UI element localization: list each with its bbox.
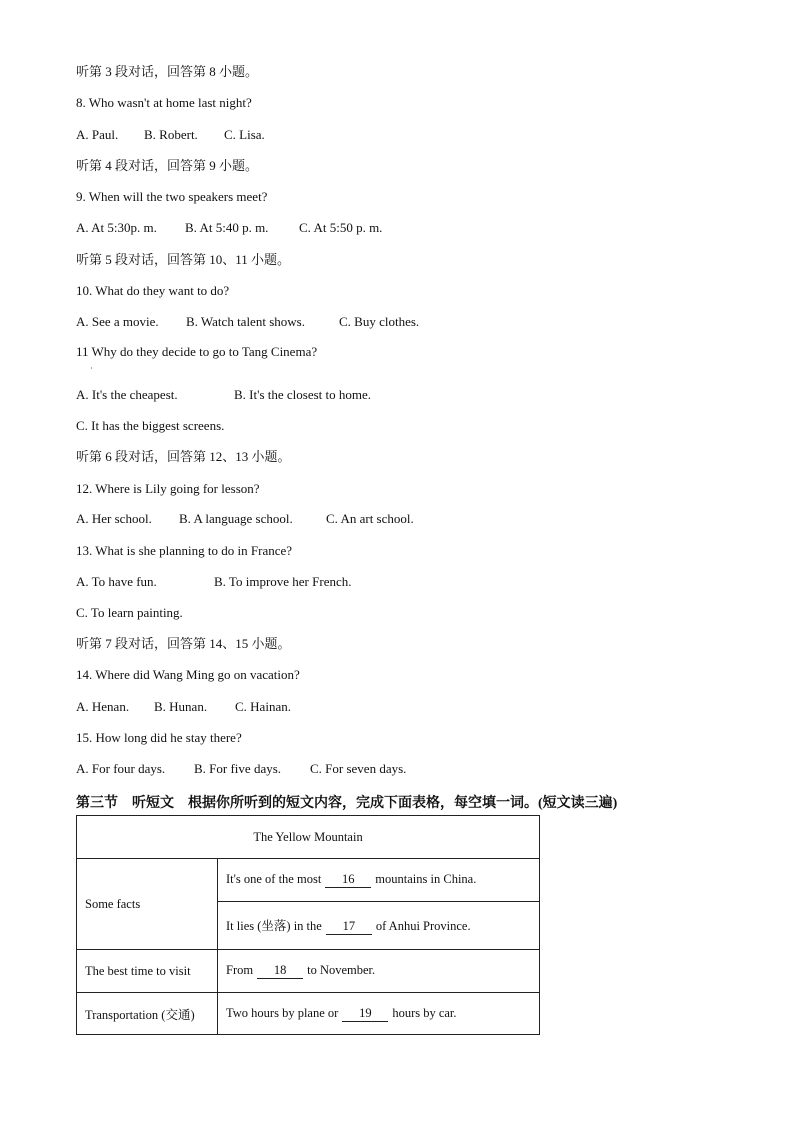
fact2-after: of Anhui Province. [375, 919, 471, 933]
some-facts-label: Some facts [77, 859, 218, 950]
option-b: B. A language school. [179, 511, 293, 526]
question-8: 8. Who wasn't at home last night? [76, 95, 252, 110]
question-11-options-ab [76, 387, 371, 403]
option-b: B. To improve her French. [214, 574, 352, 589]
option-b: B. Hunan. [154, 699, 208, 714]
question-15: 15. How long did he stay there? [76, 730, 242, 745]
blank-19[interactable]: 19 [342, 1006, 388, 1022]
option-a: A. At 5:30p. m. [76, 220, 157, 235]
option-a: A. See a movie. [76, 314, 159, 329]
option-a: A. Paul. [76, 127, 119, 142]
transport-after: hours by car. [392, 1005, 457, 1020]
question-14-options [76, 699, 291, 715]
option-c: C. Lisa. [224, 127, 265, 142]
option-a: A. It's the cheapest. [76, 387, 178, 402]
fact-row-2 [218, 902, 540, 950]
question-12-options [76, 511, 414, 527]
transportation-row [218, 993, 540, 1035]
option-c: C. Hainan. [235, 699, 291, 714]
blank-18[interactable]: 18 [257, 963, 303, 979]
question-13: 13. What is she planning to do in France? [76, 543, 293, 558]
option-b: B. At 5:40 p. m. [185, 220, 269, 235]
table-title: The Yellow Mountain [77, 816, 540, 859]
question-8-options [76, 127, 265, 143]
best-time-row [218, 950, 540, 993]
question-13-options-ab [76, 574, 352, 590]
section-3-title: 第三节 听短文 根据你所听到的短文内容，完成下面表格，每空填一词。(短文读三遍) [76, 796, 618, 811]
blank-17[interactable]: 17 [326, 919, 372, 935]
question-14: 14. Where did Wang Ming go on vacation? [76, 667, 300, 682]
option-c: C. An art school. [326, 511, 414, 526]
question-11: 11 Why do they decide to go to Tang Cinema? [76, 344, 318, 359]
section-instruction-dialogue-3: 听第 3 段对话，回答第 8 小题。 [76, 64, 259, 79]
best-time-before: From [226, 963, 254, 977]
question-12: 12. Where is Lily going for lesson? [76, 481, 260, 496]
fact1-after: mountains in China. [375, 872, 477, 886]
best-time-after: to November. [307, 963, 376, 977]
question-9: 9. When will the two speakers meet? [76, 189, 268, 204]
question-9-options [76, 220, 382, 236]
question-10-options [76, 314, 419, 330]
fact1-before: It's one of the most [226, 872, 322, 886]
option-b: B. It's the closest to home. [234, 387, 372, 402]
fact-row-1 [218, 859, 540, 902]
option-a: A. To have fun. [76, 574, 157, 589]
option-b: B. Robert. [144, 127, 198, 142]
question-11-option-c: C. It has the biggest screens. [76, 418, 225, 433]
section-instruction-dialogue-7: 听第 7 段对话，回答第 14、15 小题。 [76, 636, 291, 651]
blank-16[interactable]: 16 [325, 872, 371, 888]
option-a: A. Henan. [76, 699, 130, 714]
option-c: C. At 5:50 p. m. [299, 220, 383, 235]
question-10: 10. What do they want to do? [76, 283, 230, 298]
option-a: A. For four days. [76, 761, 166, 776]
section-instruction-dialogue-5: 听第 5 段对话，回答第 10、11 小题。 [76, 252, 291, 267]
question-15-options [76, 761, 406, 777]
best-time-label: The best time to visit [77, 950, 218, 993]
question-13-option-c: C. To learn painting. [76, 605, 183, 620]
option-a: A. Her school. [76, 511, 152, 526]
yellow-mountain-table [76, 815, 540, 1035]
fact2-before: It lies (坐落) in the [226, 919, 322, 933]
option-c: C. Buy clothes. [339, 314, 420, 329]
option-b: B. For five days. [194, 761, 282, 776]
option-b: B. Watch talent shows. [186, 314, 305, 329]
stray-dot: · [90, 364, 93, 373]
section-instruction-dialogue-6: 听第 6 段对话，回答第 12、13 小题。 [76, 449, 291, 464]
section-instruction-dialogue-4: 听第 4 段对话，回答第 9 小题。 [76, 158, 259, 173]
transportation-label: Transportation (交通) [77, 993, 218, 1035]
transport-before: Two hours by plane or [226, 1005, 339, 1020]
option-c: C. For seven days. [310, 761, 407, 776]
